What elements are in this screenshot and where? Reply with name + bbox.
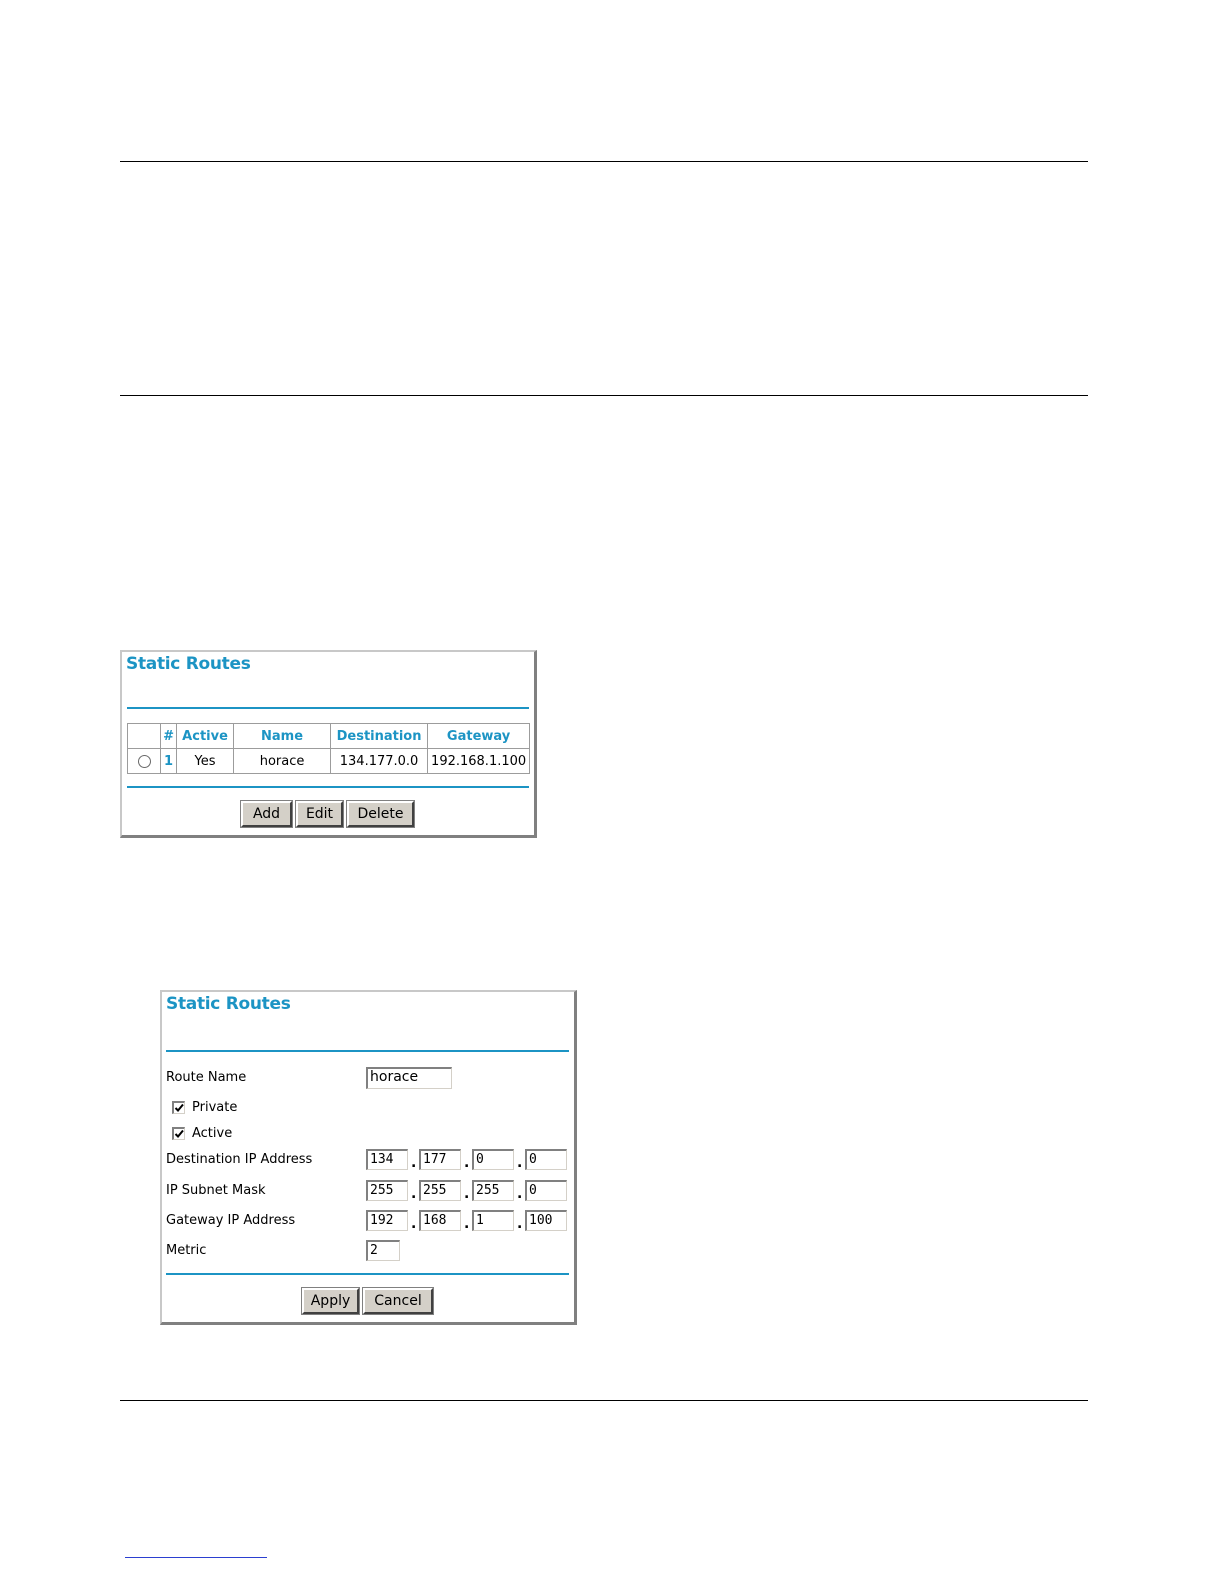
row-select-cell [128,749,161,774]
gateway-ip-octet-3[interactable]: 1 [472,1210,514,1231]
ip-dot: . [517,1216,523,1232]
destination-ip-octet-4[interactable]: 0 [525,1149,567,1170]
edit-button[interactable]: Edit [296,801,343,827]
table-header-row [128,724,530,749]
private-checkbox[interactable] [172,1101,185,1114]
subnet-mask-octet-4[interactable]: 0 [525,1180,567,1201]
gateway-ip-octet-4[interactable]: 100 [525,1210,567,1231]
col-number: # [161,724,177,749]
col-destination: Destination [331,724,428,749]
title-divider [166,1050,569,1052]
cancel-button[interactable]: Cancel [363,1288,433,1314]
ip-dot: . [411,1216,417,1232]
add-button[interactable]: Add [241,801,292,827]
col-gateway: Gateway [428,724,530,749]
row-active: Yes [177,749,234,774]
active-label: Active [192,1126,233,1141]
section-rule [120,395,1088,396]
form-divider [166,1273,569,1275]
subnet-mask-label: IP Subnet Mask [166,1183,266,1198]
col-active: Active [177,724,234,749]
col-name: Name [234,724,331,749]
top-rule [120,161,1088,162]
destination-ip-octet-1[interactable]: 134 [366,1149,408,1170]
static-routes-edit-panel [160,990,577,1325]
destination-ip-octet-2[interactable]: 177 [419,1149,461,1170]
table-row[interactable] [128,749,530,774]
title-divider [127,707,529,709]
ip-dot: . [464,1186,470,1202]
ip-dot: . [517,1186,523,1202]
private-label: Private [192,1100,238,1115]
row-select-radio[interactable] [138,755,151,768]
row-name: horace [234,749,331,774]
row-destination: 134.177.0.0 [331,749,428,774]
gateway-ip-octet-2[interactable]: 168 [419,1210,461,1231]
route-name-input[interactable]: horace [366,1067,452,1089]
apply-button[interactable]: Apply [302,1288,359,1314]
destination-ip-octet-3[interactable]: 0 [472,1149,514,1170]
metric-label: Metric [166,1243,207,1258]
route-name-label: Route Name [166,1070,247,1085]
col-select [128,724,161,749]
panel-title: Static Routes [166,994,291,1014]
bottom-rule [120,1400,1088,1401]
destination-ip-label: Destination IP Address [166,1152,313,1167]
subnet-mask-octet-3[interactable]: 255 [472,1180,514,1201]
footer-link-underline [125,1557,267,1558]
ip-dot: . [517,1155,523,1171]
static-routes-list-panel [120,650,537,838]
ip-dot: . [464,1216,470,1232]
ip-dot: . [411,1155,417,1171]
row-number: 1 [161,749,177,774]
routes-table [127,723,530,774]
subnet-mask-octet-2[interactable]: 255 [419,1180,461,1201]
gateway-ip-label: Gateway IP Address [166,1213,296,1228]
gateway-ip-octet-1[interactable]: 192 [366,1210,408,1231]
active-checkbox[interactable] [172,1127,185,1140]
table-divider [127,786,529,788]
metric-input[interactable]: 2 [366,1240,400,1261]
ip-dot: . [411,1186,417,1202]
subnet-mask-octet-1[interactable]: 255 [366,1180,408,1201]
row-gateway: 192.168.1.100 [428,749,530,774]
delete-button[interactable]: Delete [347,801,414,827]
panel-title: Static Routes [126,654,251,674]
ip-dot: . [464,1155,470,1171]
